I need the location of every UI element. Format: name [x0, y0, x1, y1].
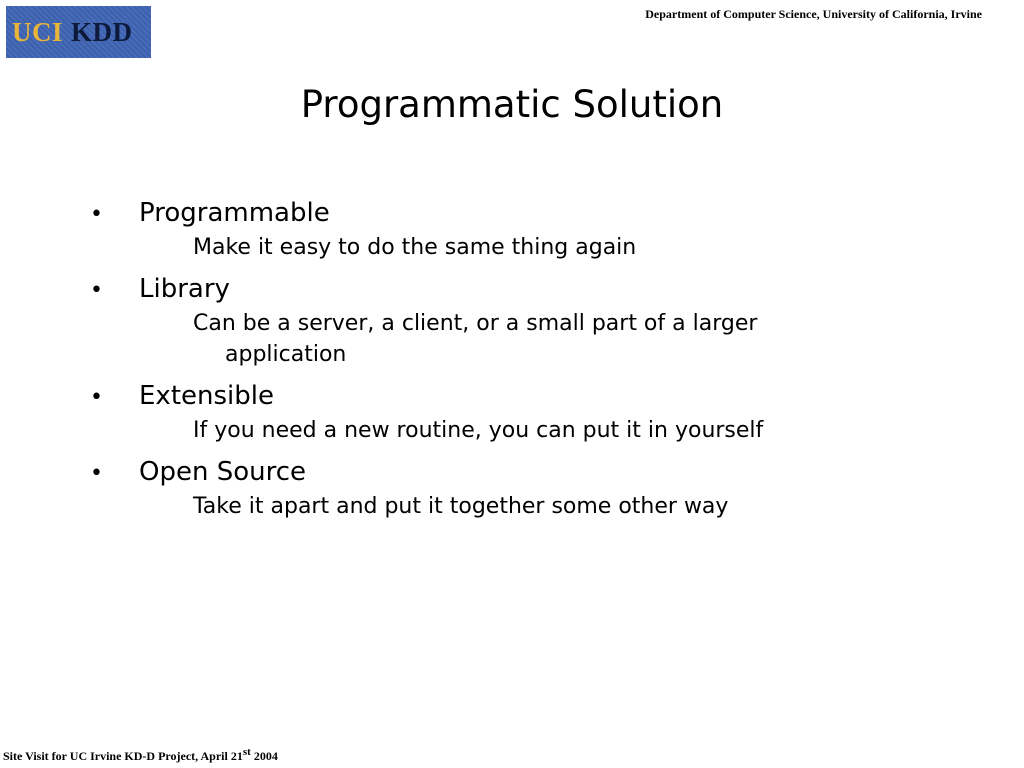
slide-title: Programmatic Solution — [300, 83, 724, 126]
bullet-item-programmable — [88, 196, 908, 263]
bullet-item-library — [88, 272, 908, 370]
bullet-heading: Extensible — [139, 381, 274, 411]
bullet-detail: Take it apart and put it together some other way — [193, 494, 729, 519]
logo-kdd-text: KDD — [71, 16, 133, 47]
bullet-icon: • — [90, 202, 103, 227]
uci-kdd-logo — [6, 6, 151, 58]
bullet-list — [88, 196, 908, 531]
logo-uci-text: UCI — [12, 16, 64, 47]
bullet-heading: Open Source — [139, 457, 307, 487]
bullet-heading: Library — [139, 274, 230, 304]
bullet-heading: Programmable — [139, 198, 330, 228]
bullet-icon: • — [90, 385, 103, 410]
bullet-item-open-source — [88, 455, 908, 522]
footer-text: Site Visit for UC Irvine KD-D Project, April 21 — [3, 749, 243, 763]
bullet-item-extensible — [88, 379, 908, 446]
footer-year: 2004 — [250, 749, 278, 763]
department-header: Department of Computer Science, University of California, Irvine — [645, 7, 982, 21]
bullet-detail: Can be a server, a client, or a small part of a larger application — [193, 311, 758, 367]
bullet-icon: • — [90, 461, 103, 486]
bullet-detail: If you need a new routine, you can put it in yourself — [193, 418, 764, 443]
footer-site-visit — [3, 746, 278, 764]
footer-ordinal-suffix: st — [242, 746, 251, 758]
bullet-detail: Make it easy to do the same thing again — [193, 235, 637, 260]
bullet-icon: • — [90, 278, 103, 303]
